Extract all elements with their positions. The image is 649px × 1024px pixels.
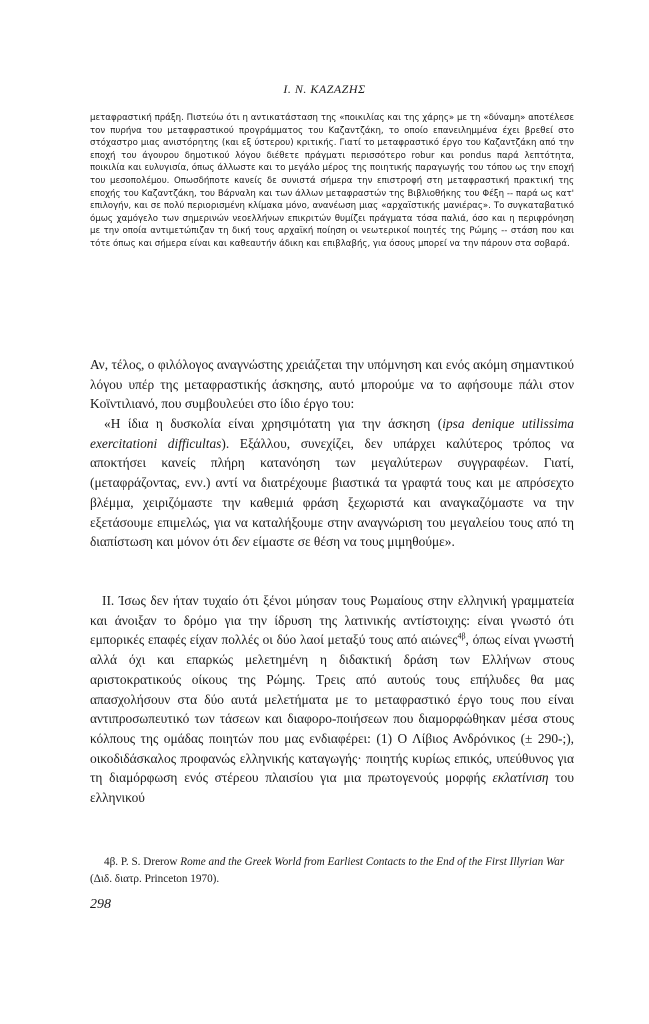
- quote-emphasis: δεν: [231, 534, 250, 550]
- paragraph-section-two: [90, 591, 574, 808]
- footnote-reference[interactable]: 4β: [457, 631, 466, 641]
- quote-part-1: «Η ίδια η δυσκολία είναι χρησιμότατη για την άσκηση (: [104, 416, 443, 431]
- section-two-part-2: , όπως είναι γνωστή αλλά όχι και επαρκώς μελετημένη η διδακτική δράση των Ελλήνων στους αριστοκρατικούς οίκους της Ρώμης. Τρεις από αυτούς τους επήλυδες θα μας απασχολήσουν στα δύο αυτά μελετήματα με το μεταφραστικό έργο τους που είναι αντιπροσωπευτικό των τάσεων και διαφορο-ποιήσεων που διαμορφώθηκαν μέσα στους κόλπους της ομάδας ποιητών που μας ενδιαφέρει: (1) Ο Λίβιος Ανδρόνικος (± 290-;), οικοδιδάσκαλος προφανώς ελληνικής καταγωγής· ποιητής κυρίως επικός, υπεύθυνος για τη διαμόρφωση ενός στέρεου πλαισίου για μια πρωτογενούς μορφής: [90, 632, 574, 786]
- section-two-part-1: ΙΙ. Ίσως δεν ήταν τυχαίο ότι ξένοι μύησαν τους Ρωμαίους στην ελληνική γραμματεία και άνοιξαν το δρόμο για την ίδρυση της λατινικής αντίστοιχης: είναι γνωστό ότι εμπορικές επαφές είχαν πολλές οι δύο λαοί μεταξύ τους από αιώνες: [90, 593, 574, 648]
- paragraph-intro: Αν, τέλος, ο φιλόλογος αναγνώστης χρειάζεται την υπόμνηση και ενός ακόμη σημαντικού λόγου υπέρ της μεταφραστικής άσκησης, αυτό μπορούμε να το αφήσουμε πάλι στον Κοϊντιλιανό, που συμβουλεύει στο ίδιο έργο του:: [90, 357, 574, 412]
- page-number: 298: [90, 897, 111, 912]
- block-quote: [90, 414, 574, 552]
- footnote-marker: 4β.: [104, 856, 119, 868]
- footnote: [90, 854, 574, 888]
- quote-part-3: είμαστε σε θέση να τους μιμηθούμε».: [249, 534, 455, 550]
- quote-latin: ipsa denique utilissima exercitationi difficultas: [90, 416, 574, 451]
- footnote-rest: (Διδ. διατρ. Princeton 1970).: [90, 873, 220, 885]
- section-two-emphasis: εκλατίνιση: [492, 770, 549, 786]
- quote-part-2: ). Εξάλλου, συνεχίζει, δεν υπάρχει καλύτερος τρόπος να αποκτήσει κανείς πλήρη κατανόηση των μεγαλύτερων συγγραφέων. Γιατί, (μεταφράζοντας, ενν.) αντί να διατρέχουμε βιαστικά τα γραφτά τους και με απρόσεχτο βλέμμα, χειριζόμαστε την καθεμιά φράση ξεχωριστά και αναγκαζόμαστε να την εξετάσουμε επιμελώς, για να καταλήξουμε στην αναγνώριση του μεγαλείου τους από τη διαπίστωση και μόνον ότι: [90, 435, 574, 550]
- running-header: I. N. ΚΑΖΑΖΗΣ: [283, 82, 366, 96]
- footnote-author: P. S. Drerow: [118, 856, 181, 868]
- small-print-paragraph: μεταφραστική πράξη. Πιστεύω ότι η αντικατάσταση της «ποικιλίας και της χάρης» με τη «δύναμη» αποτέλεσε τον πυρήνα του μεταφραστικού προγράμματος του Καζαντζάκη, το οποίο επανειλημμένα έχει βρεθεί στο στόχαστρο μιας ανιστόρητης (και εξ ύστερου) κριτικής. Γιατί το μεταφραστικό έργο του Καζαντζάκη από την εποχή του άγουρου δημοτικού λόγου διέθετε πράγματι περισσότερο robur και pondus παρά λεπτότητα, ποικιλία και ευλυγισία, όπως άλλωστε και το μεγάλο μέρος της ποιητικής παραγωγής του τόπου ως την εποχή του μεσοπολέμου. Οπωσδήποτε κανείς δε συνιστά σήμερα την επιστροφή στη μεταφραστική πρακτική της εποχής του Καζαντζάκη, του Βάρναλη και των άλλων μεταφραστών της Βιβλιοθήκης του Φέξη -- παρά ως κατ' επιλογήν, και σε πολύ περιορισμένη κλίμακα μόνο, ανανέωση μιας «αρχαϊστικής μανιέρας». Το συγκαταβατικό όμως χαμόγελο των σημερινών νεοελλήνων επικριτών θυμίζει πράγματα τόσα παλιά, όσο και η περιφρόνηση με την οποία αντιμετώπιζαν τη δική τους αρχαϊκή ποίηση οι νεωτερικοί ποιητές της Ρώμης -- στάση που και τότε όπως και σήμερα είναι και καθεαυτήν άδικη και επιβλαβής, για όσους μπορεί να την πάρουν στα σοβαρά.: [90, 113, 574, 249]
- section-two-part-3: του ελληνικού: [90, 770, 574, 806]
- quote-text: [90, 414, 574, 552]
- footnote-title: Rome and the Greek World from Earliest Contacts to the End of the First Illyrian War: [180, 856, 565, 868]
